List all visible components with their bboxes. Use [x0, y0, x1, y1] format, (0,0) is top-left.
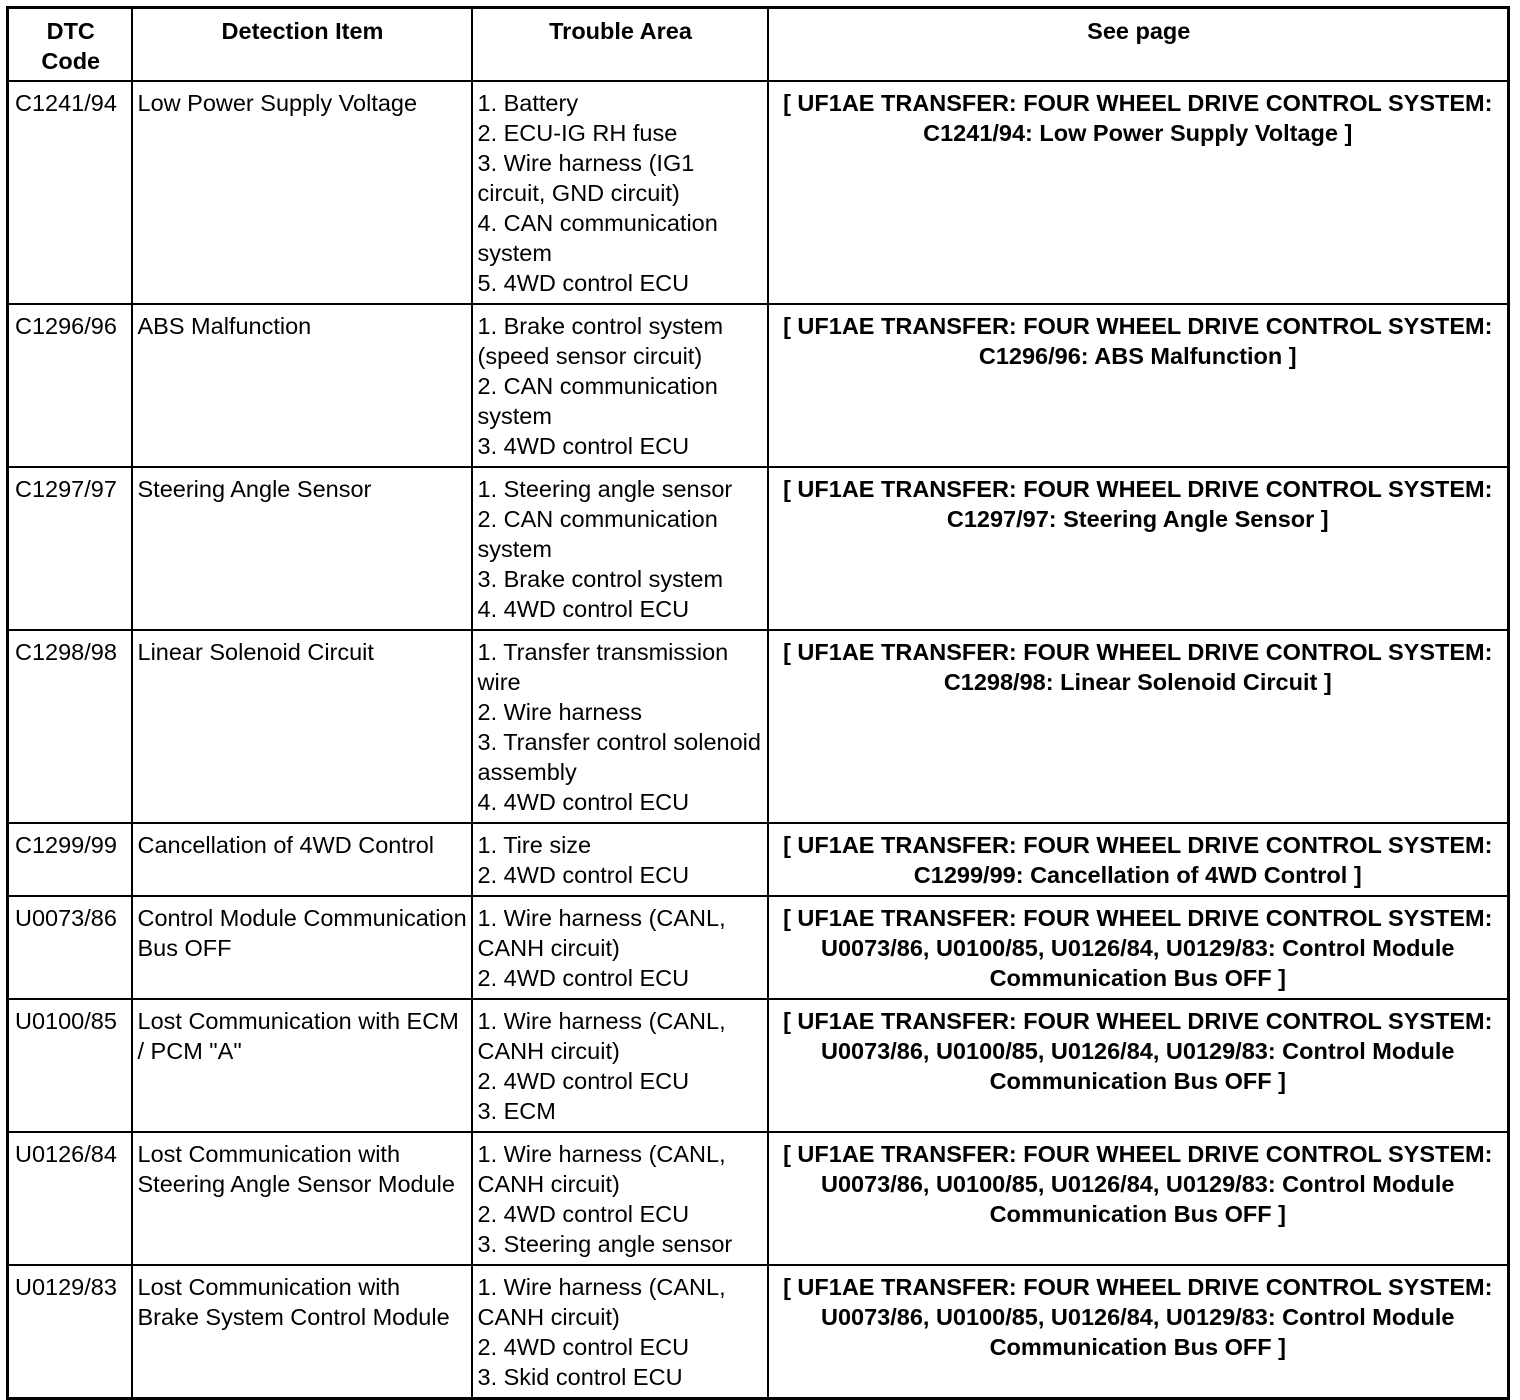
- detection-item-cell: Cancellation of 4WD Control: [132, 823, 472, 896]
- trouble-area-item: 3. Skid control ECU: [477, 1364, 683, 1390]
- trouble-area-item: 1. Tire size: [477, 832, 592, 858]
- header-see-page: See page: [768, 8, 1509, 82]
- trouble-area-item: 2. 4WD control ECU: [477, 862, 690, 888]
- dtc-code-cell: C1296/96: [8, 304, 132, 467]
- trouble-area-item: 1. Brake control system (speed sensor circuit): [477, 313, 724, 369]
- header-row: [8, 8, 1509, 82]
- detection-item-cell: Control Module Communication Bus OFF: [132, 896, 472, 999]
- dtc-code-cell: U0129/83: [8, 1265, 132, 1399]
- trouble-area-item: 4. CAN communication system: [477, 210, 718, 266]
- see-page-link[interactable]: [ UF1AE TRANSFER: FOUR WHEEL DRIVE CONTROL SYSTEM: U0073/86, U0100/85, U0126/84, U0129/83: Control Module Communication Bus OFF ]: [768, 896, 1509, 999]
- table-row: [8, 823, 1509, 896]
- trouble-area-item: 3. Wire harness (IG1 circuit, GND circuit): [477, 150, 695, 206]
- trouble-area-item: 2. CAN communication system: [477, 506, 718, 562]
- trouble-area-item: 4. 4WD control ECU: [477, 596, 690, 622]
- see-page-link[interactable]: [ UF1AE TRANSFER: FOUR WHEEL DRIVE CONTROL SYSTEM: C1241/94: Low Power Supply Voltage ]: [768, 81, 1509, 304]
- table-row: [8, 467, 1509, 630]
- see-page-link[interactable]: [ UF1AE TRANSFER: FOUR WHEEL DRIVE CONTROL SYSTEM: C1298/98: Linear Solenoid Circuit ]: [768, 630, 1509, 823]
- table-body: [8, 81, 1509, 1399]
- header-detection-item: Detection Item: [132, 8, 472, 82]
- table-row: [8, 81, 1509, 304]
- table-row: [8, 896, 1509, 999]
- trouble-area-item: 1. Wire harness (CANL, CANH circuit): [477, 1274, 726, 1330]
- trouble-area-item: 2. 4WD control ECU: [477, 1334, 690, 1360]
- trouble-area-item: 1. Transfer transmission wire: [477, 639, 729, 695]
- detection-item-cell: Lost Communication with ECM / PCM "A": [132, 999, 472, 1132]
- trouble-area-cell: [472, 630, 768, 823]
- trouble-area-cell: [472, 1265, 768, 1399]
- dtc-code-cell: U0073/86: [8, 896, 132, 999]
- see-page-link[interactable]: [ UF1AE TRANSFER: FOUR WHEEL DRIVE CONTROL SYSTEM: C1297/97: Steering Angle Sensor ]: [768, 467, 1509, 630]
- see-page-link[interactable]: [ UF1AE TRANSFER: FOUR WHEEL DRIVE CONTROL SYSTEM: U0073/86, U0100/85, U0126/84, U0129/83: Control Module Communication Bus OFF ]: [768, 1265, 1509, 1399]
- trouble-area-item: 2. 4WD control ECU: [477, 1068, 690, 1094]
- trouble-area-item: 3. Steering angle sensor: [477, 1231, 733, 1257]
- dtc-code-cell: C1298/98: [8, 630, 132, 823]
- trouble-area-item: 4. 4WD control ECU: [477, 789, 690, 815]
- table-row: [8, 1265, 1509, 1399]
- trouble-area-cell: [472, 1132, 768, 1265]
- trouble-area-cell: [472, 823, 768, 896]
- see-page-link[interactable]: [ UF1AE TRANSFER: FOUR WHEEL DRIVE CONTROL SYSTEM: U0073/86, U0100/85, U0126/84, U0129/83: Control Module Communication Bus OFF ]: [768, 999, 1509, 1132]
- trouble-area-item: 2. ECU-IG RH fuse: [477, 120, 678, 146]
- trouble-area-item: 2. Wire harness: [477, 699, 643, 725]
- trouble-area-item: 3. ECM: [477, 1098, 556, 1124]
- dtc-code-cell: C1299/99: [8, 823, 132, 896]
- header-trouble-area: Trouble Area: [472, 8, 768, 82]
- dtc-code-cell: U0100/85: [8, 999, 132, 1132]
- see-page-link[interactable]: [ UF1AE TRANSFER: FOUR WHEEL DRIVE CONTROL SYSTEM: U0073/86, U0100/85, U0126/84, U0129/83: Control Module Communication Bus OFF ]: [768, 1132, 1509, 1265]
- trouble-area-cell: [472, 304, 768, 467]
- detection-item-cell: Low Power Supply Voltage: [132, 81, 472, 304]
- trouble-area-cell: [472, 896, 768, 999]
- detection-item-cell: Linear Solenoid Circuit: [132, 630, 472, 823]
- see-page-link[interactable]: [ UF1AE TRANSFER: FOUR WHEEL DRIVE CONTROL SYSTEM: C1299/99: Cancellation of 4WD Control ]: [768, 823, 1509, 896]
- dtc-code-cell: C1241/94: [8, 81, 132, 304]
- trouble-area-cell: [472, 999, 768, 1132]
- dtc-code-cell: C1297/97: [8, 467, 132, 630]
- trouble-area-item: 1. Steering angle sensor: [477, 476, 733, 502]
- header-dtc-code-line1: DTC: [46, 18, 95, 44]
- table-row: [8, 1132, 1509, 1265]
- detection-item-cell: Lost Communication with Brake System Control Module: [132, 1265, 472, 1399]
- header-dtc-code-line2: Code: [41, 48, 101, 74]
- table-row: [8, 999, 1509, 1132]
- trouble-area-item: 1. Battery: [477, 90, 579, 116]
- header-dtc-code: [8, 8, 132, 82]
- detection-item-cell: Steering Angle Sensor: [132, 467, 472, 630]
- dtc-code-cell: U0126/84: [8, 1132, 132, 1265]
- trouble-area-item: 3. Transfer control solenoid assembly: [477, 729, 761, 785]
- trouble-area-item: 3. Brake control system: [477, 566, 724, 592]
- trouble-area-item: 3. 4WD control ECU: [477, 433, 690, 459]
- see-page-link[interactable]: [ UF1AE TRANSFER: FOUR WHEEL DRIVE CONTROL SYSTEM: C1296/96: ABS Malfunction ]: [768, 304, 1509, 467]
- trouble-area-cell: [472, 467, 768, 630]
- trouble-area-item: 2. 4WD control ECU: [477, 965, 690, 991]
- trouble-area-cell: [472, 81, 768, 304]
- table-row: [8, 304, 1509, 467]
- trouble-area-item: 5. 4WD control ECU: [477, 270, 690, 296]
- trouble-area-item: 1. Wire harness (CANL, CANH circuit): [477, 1008, 726, 1064]
- detection-item-cell: ABS Malfunction: [132, 304, 472, 467]
- detection-item-cell: Lost Communication with Steering Angle Sensor Module: [132, 1132, 472, 1265]
- table-row: [8, 630, 1509, 823]
- trouble-area-item: 2. 4WD control ECU: [477, 1201, 690, 1227]
- trouble-area-item: 1. Wire harness (CANL, CANH circuit): [477, 1141, 726, 1197]
- trouble-area-item: 2. CAN communication system: [477, 373, 718, 429]
- trouble-area-item: 1. Wire harness (CANL, CANH circuit): [477, 905, 726, 961]
- dtc-table: [6, 6, 1510, 1400]
